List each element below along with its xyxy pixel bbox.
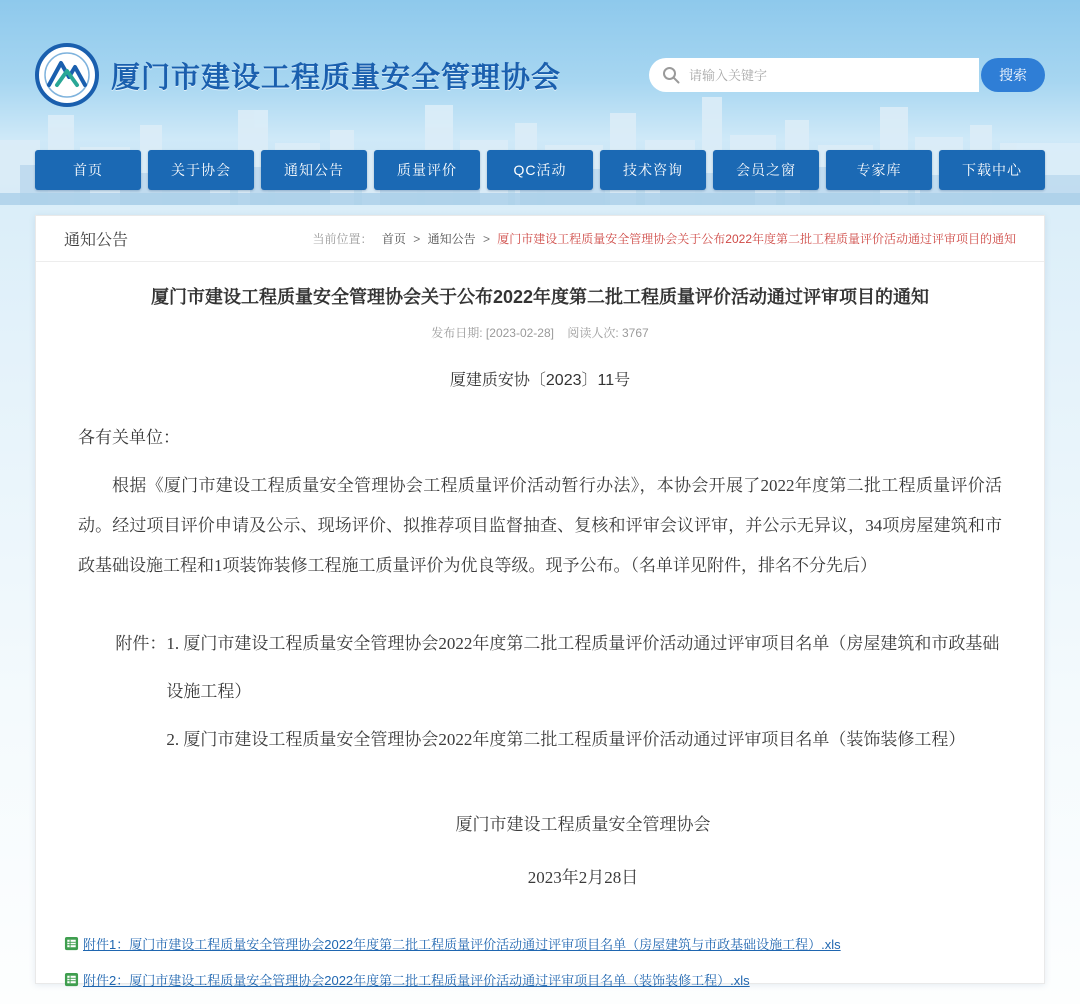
attachment-download-link-1[interactable]: 附件1：厦门市建设工程质量安全管理协会2022年度第二批工程质量评价活动通过评审项目名单（房屋建筑与市政基础设施工程）.xls bbox=[83, 937, 841, 952]
search-button[interactable]: 搜索 bbox=[981, 58, 1045, 92]
excel-file-icon bbox=[64, 972, 79, 987]
nav-item-consulting[interactable]: 技术咨询 bbox=[600, 150, 706, 190]
association-logo bbox=[35, 43, 99, 107]
breadcrumb bbox=[313, 230, 1017, 247]
attachments-label: 附件： bbox=[115, 634, 167, 653]
card-header bbox=[36, 216, 1044, 262]
signature-block bbox=[78, 810, 1002, 888]
header-row bbox=[0, 0, 1080, 150]
nav-item-home[interactable]: 首页 bbox=[35, 150, 141, 190]
nav-item-downloads[interactable]: 下载中心 bbox=[939, 150, 1045, 190]
download-row bbox=[64, 970, 1016, 989]
header-banner bbox=[0, 0, 1080, 205]
article-title: 厦门市建设工程质量安全管理协会关于公布2022年度第二批工程质量评价活动通过评审项目的通知 bbox=[150, 287, 930, 307]
attachment-item-2: 2. 厦门市建设工程质量安全管理协会2022年度第二批工程质量评价活动通过评审项目名单（装饰装修工程） bbox=[166, 730, 966, 749]
breadcrumb-separator: > bbox=[413, 232, 421, 246]
download-links bbox=[36, 934, 1044, 989]
signature-date: 2023年2月28日 bbox=[527, 868, 639, 887]
attachment-download-link-2[interactable]: 附件2：厦门市建设工程质量安全管理协会2022年度第二批工程质量评价活动通过评审项目名单（装饰装修工程）.xls bbox=[83, 973, 750, 988]
search-box bbox=[649, 58, 979, 92]
search-area bbox=[649, 58, 1045, 92]
nav-item-experts[interactable]: 专家库 bbox=[826, 150, 932, 190]
nav-item-quality[interactable]: 质量评价 bbox=[374, 150, 480, 190]
article bbox=[36, 262, 1044, 888]
publish-date: 发布日期: [2023-02-28] bbox=[431, 326, 554, 340]
salutation: 各有关单位： bbox=[78, 428, 180, 447]
excel-file-icon bbox=[64, 936, 79, 951]
main-nav bbox=[35, 150, 1045, 190]
nav-item-qc[interactable]: QC活动 bbox=[487, 150, 593, 190]
section-title: 通知公告 bbox=[64, 232, 129, 249]
article-meta bbox=[78, 324, 1002, 341]
breadcrumb-label: 当前位置： bbox=[312, 232, 373, 246]
document-number: 厦建质安协〔2023〕11号 bbox=[449, 372, 631, 389]
breadcrumb-separator: > bbox=[482, 232, 490, 246]
attachment-item-1: 1. 厦门市建设工程质量安全管理协会2022年度第二批工程质量评价活动通过评审项目名单（房屋建筑和市政基础设施工程） bbox=[166, 634, 1000, 701]
attachment-list-block bbox=[78, 620, 1002, 764]
nav-item-about[interactable]: 关于协会 bbox=[148, 150, 254, 190]
attachment-items bbox=[166, 620, 1002, 764]
view-count: 阅读人次: 3767 bbox=[567, 326, 649, 340]
search-icon bbox=[661, 65, 681, 85]
body-paragraph: 根据《厦门市建设工程质量安全管理协会工程质量评价活动暂行办法》，本协会开展了2022年度第二批工程质量评价活动。经过项目评价申请及公示、现场评价、拟推荐项目监督抽查、复核和评审会议评审，并公示无异议，34项房屋建筑和市政基础设施工程和1项装饰装修工程施工质量评价为优良等级。现予公布。（名单详见附件，排名不分先后） bbox=[78, 476, 1002, 575]
document-body bbox=[78, 418, 1002, 764]
breadcrumb-section[interactable]: 通知公告 bbox=[427, 232, 476, 246]
search-input[interactable] bbox=[649, 58, 979, 92]
nav-item-members[interactable]: 会员之窗 bbox=[713, 150, 819, 190]
attachment-line bbox=[115, 620, 1002, 764]
content-card bbox=[35, 215, 1045, 988]
breadcrumb-current: 厦门市建设工程质量安全管理协会关于公布2022年度第二批工程质量评价活动通过评审项目的通知 bbox=[497, 232, 1016, 246]
breadcrumb-home[interactable]: 首页 bbox=[381, 232, 406, 246]
download-row bbox=[64, 934, 1016, 953]
nav-item-notices[interactable]: 通知公告 bbox=[261, 150, 367, 190]
signature-org: 厦门市建设工程质量安全管理协会 bbox=[455, 815, 711, 834]
site-title: 厦门市建设工程质量安全管理协会 bbox=[111, 61, 562, 94]
